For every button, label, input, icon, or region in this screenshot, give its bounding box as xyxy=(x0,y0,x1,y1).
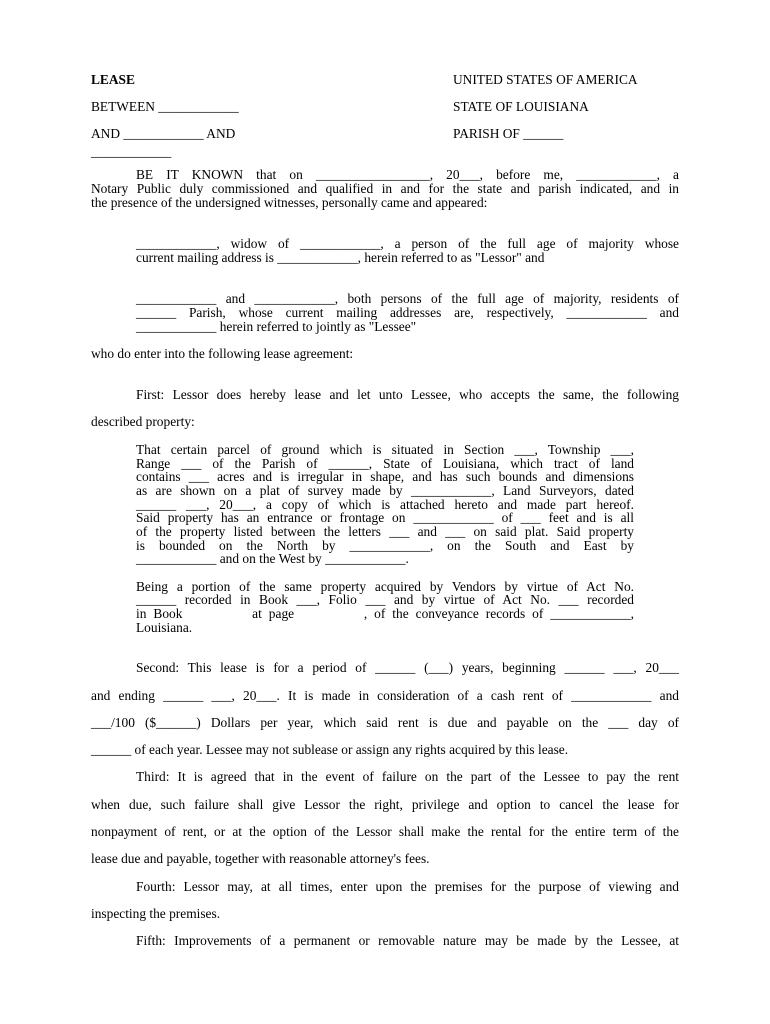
property-line-6: Said property has an entrance or frontage on ____________ of ___ feet and is all xyxy=(136,510,634,525)
property-line-7: of the property listed between the letters ___ and ___ on said plat. Said property xyxy=(136,524,634,539)
property-line-2: Range ___ of the Parish of ______, State of Louisiana, which tract of land xyxy=(136,456,634,471)
lessee-line-3: ____________ herein referred to jointly as "Lessee" xyxy=(136,319,417,334)
and-line: AND ____________ AND xyxy=(91,126,236,141)
first-line-1: First: Lessor does hereby lease and let unto Lessee, who accepts the same, the following xyxy=(136,387,679,402)
third-line-4: lease due and payable, together with reasonable attorney's fees. xyxy=(91,851,430,866)
third-line-3: nonpayment of rent, or at the option of the Lessor shall make the rental for the entire term of the xyxy=(91,824,679,839)
property-line-4: as are shown on a plat of survey made by ____________, Land Surveyors, dated xyxy=(136,483,634,498)
lessee-line-2: ______ Parish, whose current mailing addresses are, respectively, ____________ and xyxy=(136,305,679,320)
third-line-2: when due, such failure shall give Lessor the right, privilege and option to cancel the lease for xyxy=(91,797,679,812)
property-line-3: contains ___ acres and is irregular in shape, and has such bounds and dimensions xyxy=(136,469,634,484)
country-heading: UNITED STATES OF AMERICA xyxy=(453,72,638,87)
property-line-5: ______ ___, 20___, a copy of which is attached hereto and made part hereof. xyxy=(136,497,634,512)
property-line-8: is bounded on the North by ____________, on the South and East by xyxy=(136,538,634,553)
parish-heading: PARISH OF ______ xyxy=(453,126,564,141)
second-line-3: ___/100 ($______) Dollars per year, which said rent is due and payable on the ___ day of xyxy=(91,715,679,730)
portion-line-1: Being a portion of the same property acquired by Vendors by virtue of Act No. xyxy=(136,579,634,594)
intro-line-1: BE IT KNOWN that on _________________, 20___, before me, ____________, a xyxy=(136,167,679,182)
state-heading: STATE OF LOUISIANA xyxy=(453,99,589,114)
fourth-line-1: Fourth: Lessor may, at all times, enter upon the premises for the purpose of viewing and xyxy=(136,879,679,894)
third-line-1: Third: It is agreed that in the event of failure on the part of the Lessee to pay the rent xyxy=(136,769,679,784)
intro-line-2: Notary Public duly commissioned and qualified in and for the state and parish indicated, and in xyxy=(91,181,679,196)
first-line-2: described property: xyxy=(91,414,195,429)
intro-line-3: the presence of the undersigned witnesses, personally came and appeared: xyxy=(91,195,488,210)
and-extra-line: ____________ xyxy=(91,144,172,159)
fifth-line-1: Fifth: Improvements of a permanent or removable nature may be made by the Lessee, at xyxy=(136,933,679,948)
between-line: BETWEEN ____________ xyxy=(91,99,239,114)
lessee-line-1: ____________ and ____________, both persons of the full age of majority, residents of xyxy=(136,291,679,306)
portion-line-4: Louisiana. xyxy=(136,620,193,635)
lessor-line-2: current mailing address is ____________, herein referred to as "Lessor" and xyxy=(136,250,545,265)
second-line-4: ______ of each year. Lessee may not sublease or assign any rights acquired by this lease. xyxy=(91,742,569,757)
agreement-line: who do enter into the following lease agreement: xyxy=(91,346,354,361)
lessor-line-1: ____________, widow of ____________, a person of the full age of majority whose xyxy=(136,236,679,251)
portion-line-2: ______ recorded in Book ___, Folio ___ and by virtue of Act No. ___ recorded xyxy=(136,592,634,607)
lease-title: LEASE xyxy=(91,72,135,87)
property-line-1: That certain parcel of ground which is situated in Section ___, Township ___, xyxy=(136,442,634,457)
property-line-9: ____________ and on the West by ____________. xyxy=(136,551,409,566)
second-line-1: Second: This lease is for a period of ______ (___) years, beginning ______ ___, 20___ xyxy=(136,660,679,675)
fourth-line-2: inspecting the premises. xyxy=(91,906,221,921)
second-line-2: and ending ______ ___, 20___. It is made in consideration of a cash rent of ____________ and xyxy=(91,688,679,703)
portion-line-3: in Book at page , of the conveyance records of ____________, xyxy=(136,606,634,621)
